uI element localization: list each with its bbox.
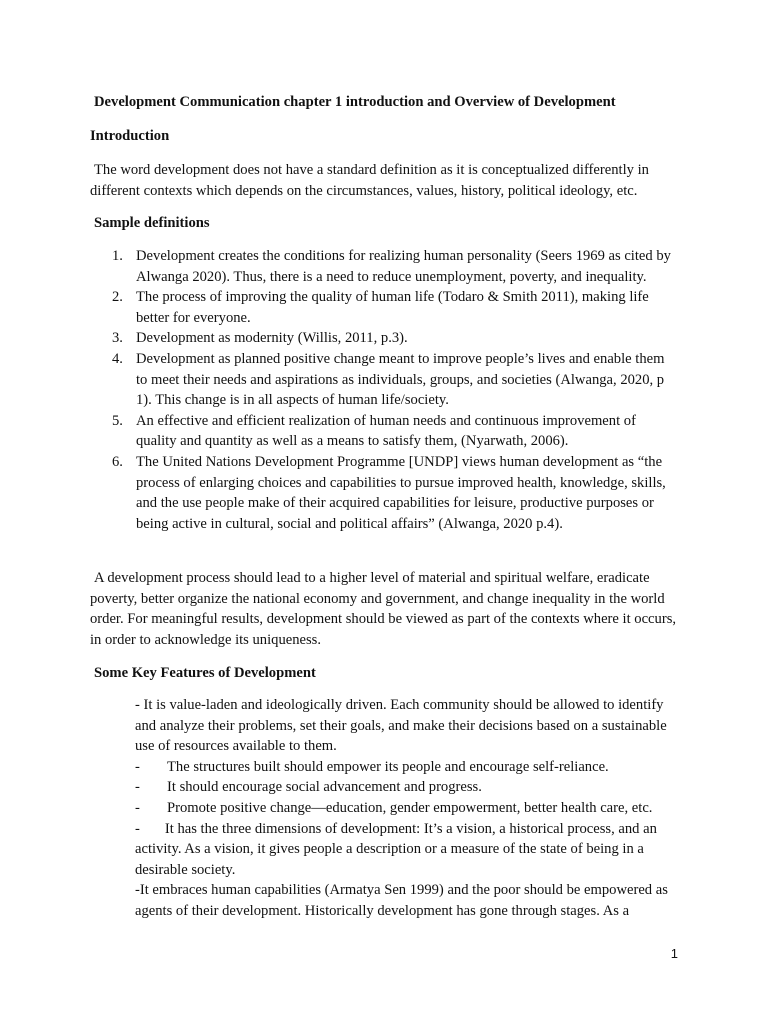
bullet-dash: - xyxy=(135,758,140,775)
list-item-number: 2. xyxy=(112,289,123,306)
page-number: 1 xyxy=(670,946,678,961)
document-title: Development Communication chapter 1 introduction and Overview of Development xyxy=(94,94,616,110)
list-item xyxy=(112,246,672,287)
list-item-number: 3. xyxy=(112,330,123,347)
list-item xyxy=(112,411,672,452)
list-item-text: The United Nations Development Programme [UNDP] views human development as “the process of enlarging choices and capabilities to pursue improved health, knowledge, skills, and the use people make of their acquired capabilities for leisure, productive purposes or being active in cultural, social and political affairs” (Alwanga, 2020 p.4). xyxy=(136,453,666,532)
bullet-text: It has the three dimensions of development: It’s a vision, a historical process, and an activity. As a vision, it gives people a description or a measure of the state of being in a desirable society. xyxy=(135,820,657,878)
list-item xyxy=(135,757,675,778)
feature-dimensions xyxy=(135,819,675,881)
key-features-list xyxy=(135,695,675,922)
bullet-dash: - xyxy=(135,820,140,837)
bullet-dash: - xyxy=(135,799,140,816)
introduction-paragraph: The word development does not have a standard definition as it is conceptualized differently in different contexts which depends on the circumstances, values, history, political ideology, etc. xyxy=(90,162,649,199)
key-features-heading: Some Key Features of Development xyxy=(94,665,316,681)
definitions-list xyxy=(112,246,672,534)
list-item-text: The process of improving the quality of human life (Todaro & Smith 2011), making life better for everyone. xyxy=(136,289,649,326)
list-item-text: Development as planned positive change meant to improve people’s lives and enable them to meet their needs and aspirations as individuals, groups, and societies (Alwanga, 2020, p 1). This change is in all aspects of human life/society. xyxy=(136,350,665,409)
list-item xyxy=(135,798,675,819)
list-item-text: An effective and efficient realization of human needs and continuous improvement of quality and quantity as well as a means to satisfy them, (Nyarwath, 2006). xyxy=(136,412,636,450)
list-item-text: Development creates the conditions for realizing human personality (Seers 1969 as cited by Alwanga 2020). Thus, there is a need to reduce unemployment, poverty, and inequality. xyxy=(136,248,671,285)
list-item xyxy=(112,452,672,534)
bullet-text: The structures built should empower its people and encourage self-reliance. xyxy=(167,758,609,775)
bullet-dash: - xyxy=(135,779,140,796)
bullet-text: It should encourage social advancement and progress. xyxy=(167,779,482,796)
list-item-text: Development as modernity (Willis, 2011, p.3). xyxy=(136,330,408,347)
feature-capabilities: -It embraces human capabilities (Armatya Sen 1999) and the poor should be empowered as agents of their development. Historically development has gone through stages. As a xyxy=(135,882,668,919)
list-item xyxy=(112,349,672,411)
introduction-heading: Introduction xyxy=(90,128,170,144)
process-paragraph: A development process should lead to a higher level of material and spiritual welfare, eradicate poverty, better organize the national economy and government, and change inequality in the world order. For meaningful results, development should be viewed as part of the contexts where it occurs, in order to acknowledge its uniqueness. xyxy=(90,570,677,648)
list-item xyxy=(112,287,672,328)
feature-intro: - It is value-laden and ideologically driven. Each community should be allowed to identify and analyze their problems, set their goals, and make their decisions based on a sustainable use of resources available to them. xyxy=(135,697,667,755)
bullet-text: Promote positive change—education, gender empowerment, better health care, etc. xyxy=(167,799,653,816)
list-item-number: 5. xyxy=(112,412,123,429)
list-item xyxy=(135,777,675,798)
list-item-number: 1. xyxy=(112,248,123,264)
list-item-number: 4. xyxy=(112,350,123,367)
list-item xyxy=(112,328,672,349)
sample-definitions-heading: Sample definitions xyxy=(94,215,210,231)
list-item-number: 6. xyxy=(112,453,123,470)
